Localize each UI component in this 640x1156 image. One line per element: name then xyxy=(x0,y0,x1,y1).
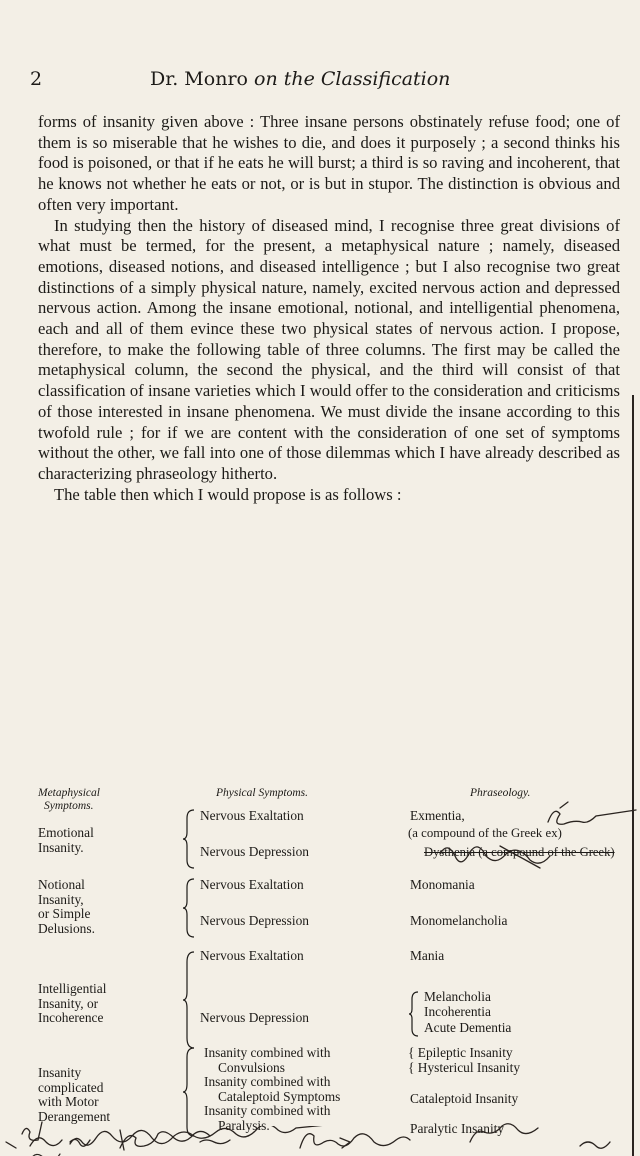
meta-line: Insanity xyxy=(38,1065,82,1080)
meta-line: Emotional xyxy=(38,825,94,840)
paragraph-1: forms of insanity given above : Three insane persons obstinately refuse food; one of them is so miserable that he wishes to die, and does it purposely ; a second thinks his food is poisoned, or that if he eats he will burst; a third is so raving and incoherent, that he knows not whether he eats or not, or is but in stupor. The distinction is obvious and often very important. xyxy=(38,112,620,214)
meta-line: Intelligential xyxy=(38,981,107,996)
phrase-mania: Mania xyxy=(410,948,445,963)
header-metaphysical-line1: Metaphysical xyxy=(38,787,100,799)
physical-depression: Nervous Depression xyxy=(200,913,309,928)
body-text xyxy=(38,112,620,505)
header-phraseology: Phraseology. xyxy=(470,787,531,799)
phrase-epileptic-text: Epileptic Insanity xyxy=(417,1045,513,1060)
physical-line: Insanity combined with xyxy=(204,1074,331,1089)
physical-line: Convulsions xyxy=(218,1059,285,1075)
running-head xyxy=(150,68,580,90)
meta-line: Insanity. xyxy=(38,839,84,855)
running-head-italic: on the Classification xyxy=(254,68,451,90)
handwritten-annotations xyxy=(0,770,640,1156)
physical-exaltation: Nervous Exaltation xyxy=(200,808,304,823)
phrase-compound-note: (a compound of the Greek ex) xyxy=(408,826,562,840)
brace-mark: { xyxy=(408,1060,418,1075)
phrase-incoherentia: Incoherentia xyxy=(424,1004,491,1019)
phrase-paralytic: Paralytic Insanity xyxy=(410,1121,505,1136)
physical-exaltation: Nervous Exaltation xyxy=(200,877,304,892)
phrase-melancholia: Melancholia xyxy=(424,989,491,1004)
running-head-prefix: Dr. Monro xyxy=(150,68,254,90)
physical-line: Insanity combined with xyxy=(204,1045,331,1060)
right-edge-rule xyxy=(632,395,640,1156)
phrase-monomania: Monomania xyxy=(410,877,475,892)
phrase-acute-dementia: Acute Dementia xyxy=(424,1020,512,1035)
phrase-struck-out: Dysthenia (a compound of the Greek) xyxy=(424,845,615,859)
phrase-hysterical-text: Hystericul Insanity xyxy=(417,1060,521,1075)
meta-line: Derangement xyxy=(38,1108,111,1124)
physical-depression: Nervous Depression xyxy=(200,1010,309,1025)
meta-line: complicated xyxy=(38,1079,104,1095)
meta-line: Insanity, xyxy=(38,891,84,907)
meta-line: Delusions. xyxy=(38,920,95,936)
physical-exaltation: Nervous Exaltation xyxy=(200,948,304,963)
physical-line: Cataleptoid Symptoms xyxy=(218,1088,341,1104)
physical-depression: Nervous Depression xyxy=(200,844,309,859)
meta-line: or Simple xyxy=(38,906,91,921)
physical-line: Paralysis. xyxy=(218,1117,270,1133)
handwritten-bottom-line xyxy=(0,1126,640,1156)
phrase-exmentia: Exmentia, xyxy=(410,808,465,823)
page-number: 2 xyxy=(30,68,43,90)
meta-line: Notional xyxy=(38,877,85,892)
paragraph-2: In studying then the history of diseased mind, I recognise three great divisions of what must be termed, for the present, a metaphysical nature ; namely, diseased emotions, diseased notions, and diseased intelligence ; but I also recognise two great distinctions of a simply physical nature, namely, excited nervous action and depressed nervous action. Among the insane emotional, notional, and intelligential phenomena, each and all of them evince these two physical states of nervous action. I propose, therefore, to make the following table of three columns. The first may be called the metaphysical column, the second the physical, and the third will consist of that classification of insane varieties which I would offer to the consideration and criticisms of those interested in insane phenomena. We must divide the insane according to this twofold rule ; for if we are content with the consideration of one set of symptoms without the other, we fall into one of those dilemmas which I have already described as characterizing phraseology hitherto. xyxy=(38,215,620,483)
header-metaphysical-line2: Symptoms. xyxy=(44,800,94,812)
meta-line: Insanity, or xyxy=(38,995,99,1011)
physical-line: Insanity combined with xyxy=(204,1103,331,1118)
meta-line: Incoherence xyxy=(38,1010,104,1025)
header-physical: Physical Symptoms. xyxy=(216,787,308,799)
brace-mark: { xyxy=(408,1045,418,1060)
meta-line: with Motor xyxy=(38,1094,99,1109)
phrase-cataleptoid: Cataleptoid Insanity xyxy=(410,1091,519,1106)
paragraph-3: The table then which I would propose is as follows : xyxy=(54,484,402,504)
phrase-monomelancholia: Monomelancholia xyxy=(410,913,508,928)
